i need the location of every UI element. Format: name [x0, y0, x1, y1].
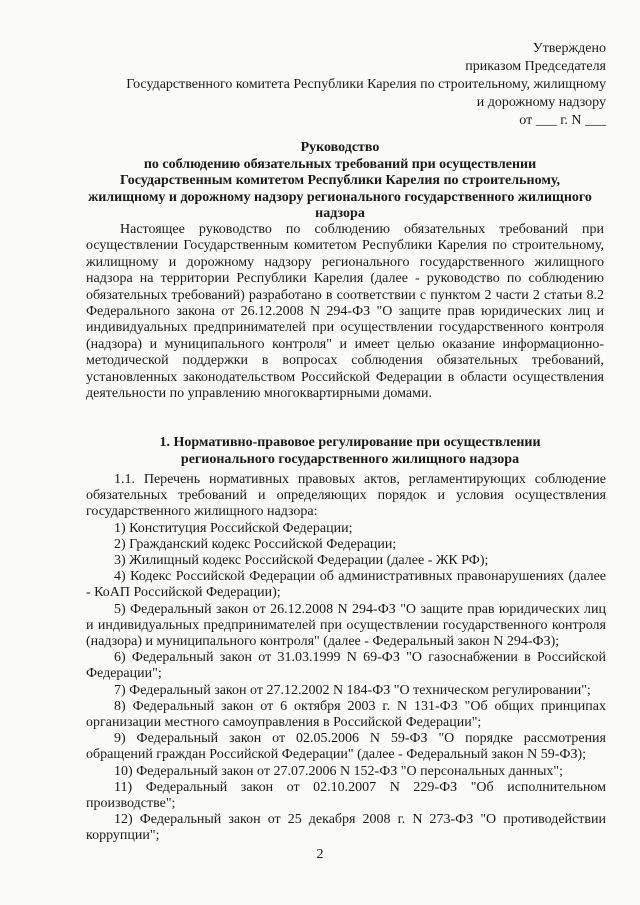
list-item: 2) Гражданский кодекс Российской Федерации; — [114, 536, 397, 552]
list-item: 12) Федеральный закон от 25 декабря 2008 г. N 273-ФЗ "О противодействии коррупции"; — [86, 812, 606, 844]
list-item: 8) Федеральный закон от 6 октября 2003 г. N 131-ФЗ "Об общих принципах организации местного самоуправления в Российской Федерации"; — [86, 698, 606, 731]
approval-line-order: приказом Председателя — [465, 59, 606, 74]
title-line-1: Руководство — [300, 140, 380, 155]
section-1-intro-paragraph: 1.1. Перечень нормативных правовых актов, регламентирующих соблюдение обязательных требований и определяющих порядок и условия осуществления государственного жилищного надзора: — [86, 472, 606, 520]
list-item: 6) Федеральный закон от 31.03.1999 N 69-ФЗ "О газоснабжении в Российской Федерации"; — [86, 650, 606, 682]
list-item: 4) Кодекс Российской Федерации об административных правонарушениях (далее - КоАП Российской Федерации); — [86, 569, 606, 601]
title-line-3: Государственным комитетом Республики Карелия по строительному, — [120, 173, 560, 188]
list-item: 10) Федеральный закон от 27.07.2006 N 152-ФЗ "О персональных данных"; — [114, 763, 563, 779]
section-1-heading-line-1: 1. Нормативно-правовое регулирование при осуществлении — [159, 435, 541, 450]
approval-line-approved: Утверждено — [532, 41, 606, 56]
list-item: 7) Федеральный закон от 27.12.2002 N 184-ФЗ "О техническом регулировании"; — [114, 682, 591, 698]
list-item: 11) Федеральный закон от 02.10.2007 N 229-ФЗ "Об исполнительном производстве"; — [86, 779, 606, 812]
title-line-2: по соблюдению обязательных требований при осуществлении — [143, 156, 537, 172]
approval-line-supervision: и дорожному надзору — [476, 95, 606, 110]
title-line-5: надзора — [315, 206, 365, 221]
intro-paragraph: Настоящее руководство по соблюдению обязательных требований при осуществлении Государственным комитетом Республики Карелия по строительному, жилищному и дорожному надзору регионального государственного жилищного надзора на территории Республики Карелия (далее - руководство по соблюдению обязательных требований) разработано в соответствии с пунктом 2 части 2 статьи 8.2 Федерального закона от 26.12.2008 N 294-ФЗ "О защите прав юридических лиц и индивидуальных предпринимателей при осуществлении государственного контроля (надзора) и муниципального контроля" и имеет целью оказание информационно-методической поддержки в вопросах соблюдения обязательных требований, установленных законодательством Российской Федерации в области осуществления деятельности по управлению многоквартирными домами. — [86, 222, 604, 402]
document-title — [70, 140, 610, 223]
list-item: 1) Конституция Российской Федерации; — [114, 520, 353, 536]
approval-line-date-number: от ___ г. N ___ — [519, 113, 606, 128]
approval-line-committee: Государственного комитета Республики Карелия по строительному, жилищному — [126, 77, 606, 92]
section-1-heading — [110, 434, 590, 468]
list-item: 5) Федеральный закон от 26.12.2008 N 294-ФЗ "О защите прав юридических лиц и индивидуальных предпринимателей при осуществлении государственного контроля (надзора) и муниципального контроля" (далее - Федеральный закон N 294-ФЗ); — [86, 601, 606, 650]
title-line-4: жилищному и дорожному надзору регионального государственного жилищного — [88, 189, 592, 205]
page-number: 2 — [316, 847, 324, 862]
approval-block — [86, 40, 606, 130]
list-item: 3) Жилищный кодекс Российской Федерации (далее - ЖК РФ); — [114, 553, 489, 569]
intro-section — [86, 222, 604, 402]
section-1-heading-line-2: регионального государственного жилищного надзора — [180, 452, 520, 467]
section-1-body — [86, 472, 606, 845]
list-item: 9) Федеральный закон от 02.05.2006 N 59-ФЗ "О порядке рассмотрения обращений граждан Российской Федерации" (далее - Федеральный закон N 59-ФЗ); — [86, 731, 606, 763]
